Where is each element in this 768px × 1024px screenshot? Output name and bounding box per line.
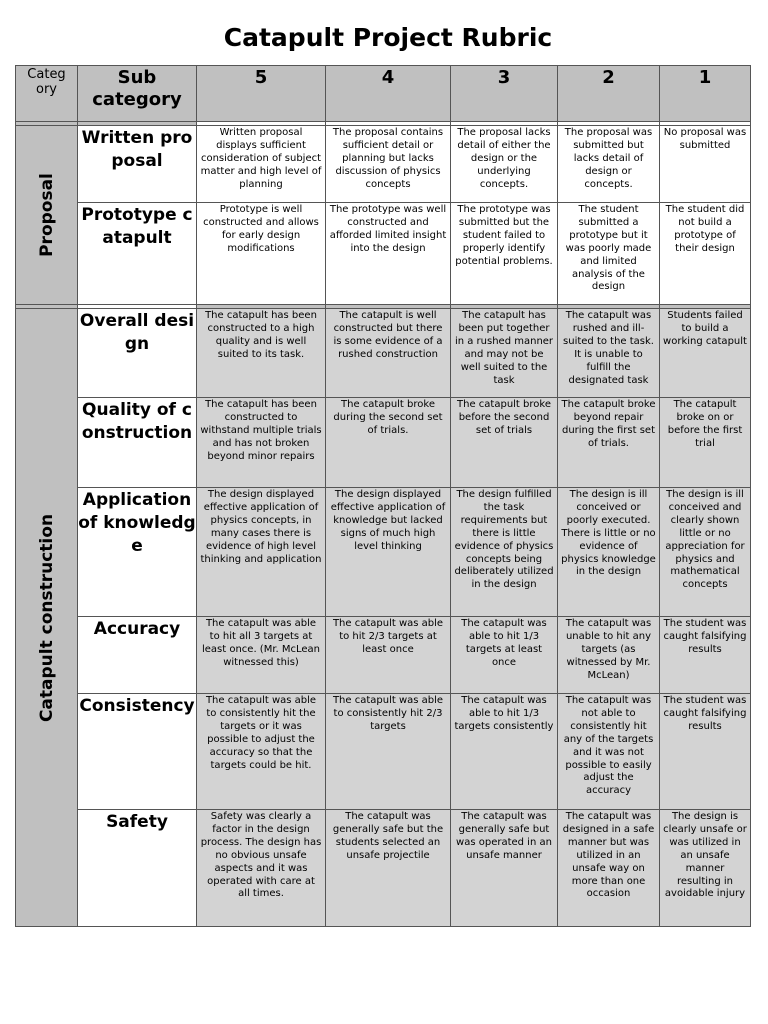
category-label: Proposal: [36, 173, 57, 257]
category-construction: [16, 309, 78, 927]
rubric-cell: The catapult was able to hit all 3 targets at least once. (Mr. McLean witnessed this): [197, 617, 326, 694]
category-label: Catapult construction: [36, 513, 57, 722]
rubric-cell: The catapult broke beyond repair during the first set of trials.: [558, 398, 660, 488]
rubric-cell: The catapult was not able to consistently hit any of the targets and it was not possible to easily adjust the accuracy: [558, 694, 660, 810]
rubric-cell: The catapult was unable to hit any targets (as witnessed by Mr. McLean): [558, 617, 660, 694]
table-row: [16, 694, 751, 810]
rubric-cell: The catapult was able to hit 2/3 targets at least once: [326, 617, 451, 694]
rubric-cell: The student was caught falsifying results: [660, 617, 751, 694]
rubric-cell: The student was caught falsifying results: [660, 694, 751, 810]
header-score-3: 3: [451, 66, 558, 122]
table-row: [16, 126, 751, 203]
table-row: [16, 810, 751, 927]
rubric-cell: The student did not build a prototype of their design: [660, 203, 751, 305]
table-row: [16, 398, 751, 488]
rubric-cell: The catapult broke on or before the first trial: [660, 398, 751, 488]
subcategory-cell: Application of knowledge: [78, 488, 197, 617]
rubric-cell: The catapult was generally safe but the students selected an unsafe projectile: [326, 810, 451, 927]
subcategory-cell: Overall design: [78, 309, 197, 398]
header-score-5: 5: [197, 66, 326, 122]
rubric-table: [15, 65, 751, 927]
header-score-1: 1: [660, 66, 751, 122]
table-row: [16, 203, 751, 305]
rubric-cell: The design is ill conceived and clearly shown little or no appreciation for physics and mathematical concepts: [660, 488, 751, 617]
rubric-cell: The proposal lacks detail of either the design or the underlying concepts.: [451, 126, 558, 203]
rubric-cell: The catapult broke during the second set of trials.: [326, 398, 451, 488]
rubric-cell: The catapult was able to hit 1/3 targets consistently: [451, 694, 558, 810]
rubric-cell: The design displayed effective application of knowledge but lacked signs of much high level thinking: [326, 488, 451, 617]
rubric-cell: The catapult was rushed and ill-suited to the task. It is unable to fulfill the designated task: [558, 309, 660, 398]
subcategory-cell: Prototype catapult: [78, 203, 197, 305]
rubric-cell: The student submitted a prototype but it was poorly made and limited analysis of the design: [558, 203, 660, 305]
rubric-cell: The catapult is well constructed but there is some evidence of a rushed construction: [326, 309, 451, 398]
subcategory-cell: Written proposal: [78, 126, 197, 203]
rubric-cell: The design is ill conceived or poorly executed. There is little or no evidence of physics knowledge in the design: [558, 488, 660, 617]
header-row: [16, 66, 751, 122]
rubric-cell: The catapult has been put together in a rushed manner and may not be well suited to the task: [451, 309, 558, 398]
rubric-cell: Prototype is well constructed and allows for early design modifications: [197, 203, 326, 305]
rubric-cell: Safety was clearly a factor in the design process. The design has no obvious unsafe aspects and it was operated with care at all times.: [197, 810, 326, 927]
rubric-cell: No proposal was submitted: [660, 126, 751, 203]
rubric-cell: The design displayed effective application of physics concepts, in many cases there is evidence of high level thinking and application: [197, 488, 326, 617]
rubric-cell: Written proposal displays sufficient consideration of subject matter and high level of planning: [197, 126, 326, 203]
rubric-cell: The proposal was submitted but lacks detail of design or concepts.: [558, 126, 660, 203]
subcategory-cell: Accuracy: [78, 617, 197, 694]
rubric-cell: Students failed to build a working catapult: [660, 309, 751, 398]
header-subcategory: Sub category: [78, 66, 197, 122]
rubric-cell: The design fulfilled the task requirements but there is little evidence of physics concepts being deliberately utilized in the design: [451, 488, 558, 617]
rubric-cell: The catapult was able to hit 1/3 targets at least once: [451, 617, 558, 694]
header-score-4: 4: [326, 66, 451, 122]
rubric-cell: The catapult was able to consistently hit 2/3 targets: [326, 694, 451, 810]
subcategory-cell: Consistency: [78, 694, 197, 810]
rubric-cell: The catapult was generally safe but was operated in an unsafe manner: [451, 810, 558, 927]
header-score-2: 2: [558, 66, 660, 122]
subcategory-cell: Safety: [78, 810, 197, 927]
page-title: Catapult Project Rubric: [223, 23, 553, 52]
category-proposal: [16, 126, 78, 305]
rubric-cell: The catapult broke before the second set of trials: [451, 398, 558, 488]
table-row: [16, 488, 751, 617]
rubric-cell: The catapult has been constructed to withstand multiple trials and has not broken beyond minor repairs: [197, 398, 326, 488]
rubric-cell: The design is clearly unsafe or was utilized in an unsafe manner resulting in avoidable injury: [660, 810, 751, 927]
rubric-cell: The proposal contains sufficient detail or planning but lacks discussion of physics concepts: [326, 126, 451, 203]
rubric-cell: The catapult was able to consistently hit the targets or it was possible to adjust the accuracy so that the targets could be hit.: [197, 694, 326, 810]
header-category: Categ ory: [16, 66, 78, 122]
subcategory-cell: Quality of construction: [78, 398, 197, 488]
rubric-cell: The catapult has been constructed to a high quality and is well suited to its task.: [197, 309, 326, 398]
rubric-cell: The catapult was designed in a safe manner but was utilized in an unsafe way on more than one occasion: [558, 810, 660, 927]
rubric-cell: The prototype was submitted but the student failed to properly identify potential problems.: [451, 203, 558, 305]
table-row: [16, 309, 751, 398]
table-row: [16, 617, 751, 694]
rubric-cell: The prototype was well constructed and afforded limited insight into the design: [326, 203, 451, 305]
